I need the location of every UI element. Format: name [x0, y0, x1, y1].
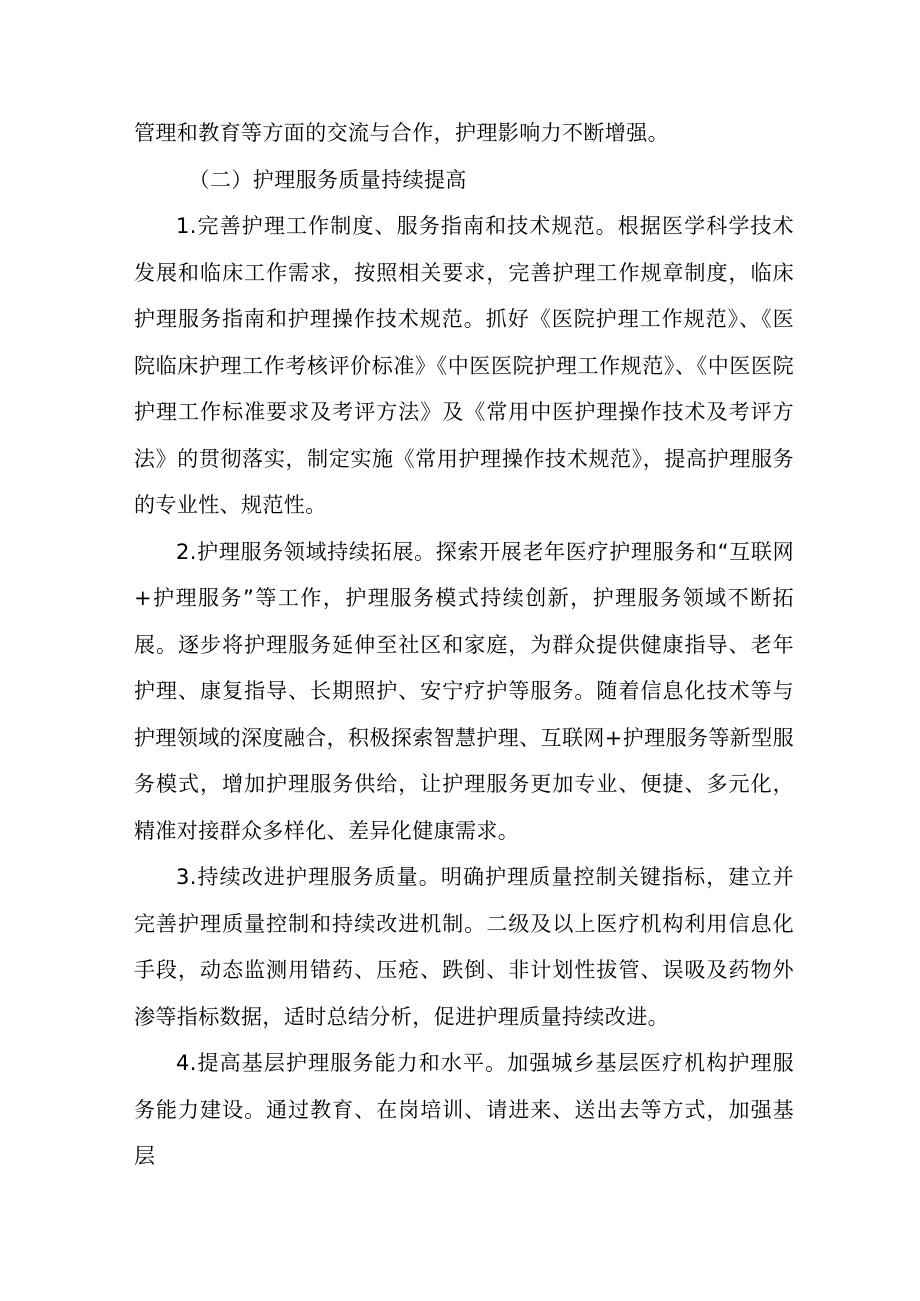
section-heading: （二）护理服务质量持续提高	[188, 167, 467, 192]
paragraph-continuation: 管理和教育等方面的交流与合作，护理影响力不断增强。	[134, 121, 669, 145]
document-body	[134, 110, 794, 1180]
paragraph-item-4: 4.提高基层护理服务能力和水平。加强城乡基层医疗机构护理服务能力建设。通过教育、在岗培训、请进来、送出去等方式，加强基层	[134, 1051, 794, 1168]
paragraph-item-2: 2.护理服务领域持续拓展。探索开展老年医疗护理服务和“互联网+护理服务”等工作，护理服务模式持续创新，护理服务领域不断拓展。逐步将护理服务延伸至社区和家庭，为群众提供健康指导、老年护理、康复指导、长期照护、安宁疗护等服务。随着信息化技术等与护理领域的深度融合，积极探索智慧护理、互联网+护理服务等新型服务模式，增加护理服务供给，让护理服务更加专业、便捷、多元化，精准对接群众多样化、差异化健康需求。	[134, 539, 794, 843]
paragraph-item-1: 1.完善护理工作制度、服务指南和技术规范。根据医学科学技术发展和临床工作需求，按照相关要求，完善护理工作规章制度，临床护理服务指南和护理操作技术规范。抓好《医院护理工作规范》、《医院临床护理工作考核评价标准》《中医医院护理工作规范》、《中医医院护理工作标准要求及考评方法》及《常用中医护理操作技术及考评方法》的贯彻落实，制定实施《常用护理操作技术规范》，提高护理服务的专业性、规范性。	[134, 214, 794, 517]
paragraph-item-3: 3.持续改进护理服务质量。明确护理质量控制关键指标，建立并完善护理质量控制和持续改进机制。二级及以上医疗机构利用信息化手段，动态监测用错药、压疮、跌倒、非计划性拔管、误吸及药物外渗等指标数据，适时总结分析，促进护理质量持续改进。	[134, 865, 794, 1029]
